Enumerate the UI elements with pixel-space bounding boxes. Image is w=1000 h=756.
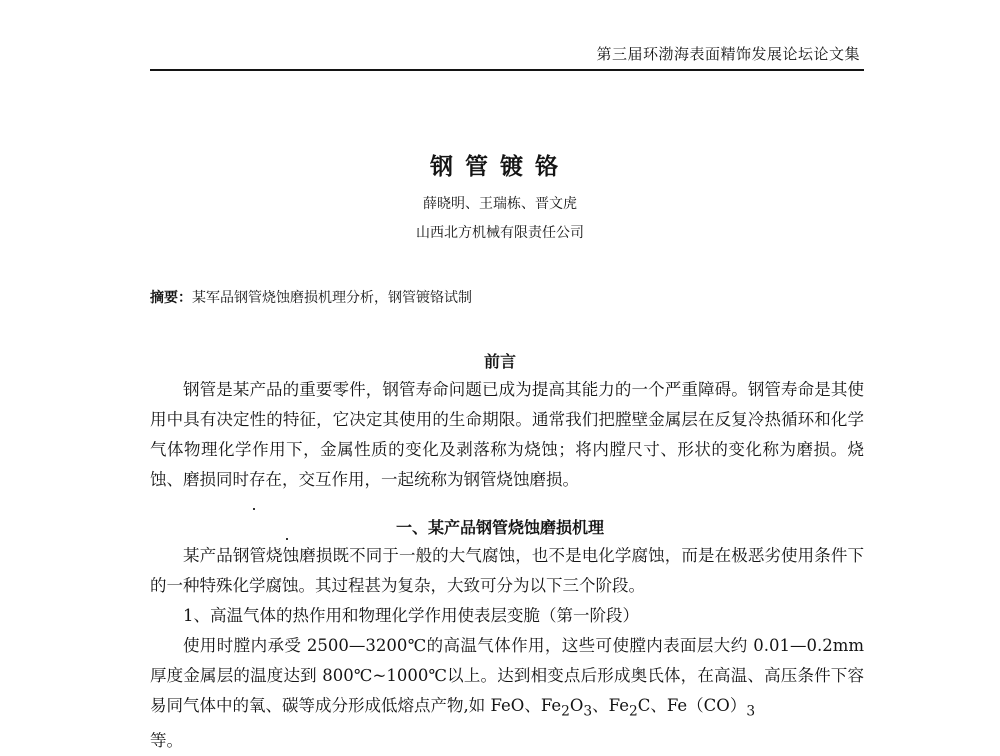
scan-speck — [253, 508, 255, 510]
section1-heading: 一、某产品钢管烧蚀磨损机理 — [395, 518, 604, 537]
preface-paragraph: 钢管是某产品的重要零件，钢管寿命问题已成为提高其能力的一个严重障碍。钢管寿命是其使用中具有决定性的特征，它决定其使用的生命期限。通常我们把膛壁金属层在反复冷热循环和化学气体物理化学作用下，金属性质的变化及剥落称为烧蚀；将内膛尺寸、形状的变化称为磨损。烧蚀、磨损同时存在，交互作用，一起统称为钢管烧蚀磨损。 — [150, 380, 864, 489]
running-header: 第三届环渤海表面精饰发展论坛论文集 — [596, 45, 860, 63]
formula-sep-fe2c: 、Fe — [592, 696, 629, 715]
paper-affiliation: 山西北方机械有限责任公司 — [416, 225, 584, 241]
formula-sub-3b: 3 — [746, 703, 756, 720]
stage1-text: 使用时膛内承受 2500—3200℃的高温气体作用，这些可使膛内表面层大约 0.01—0.2mm 厚度金属层的温度达到 800℃~1000℃以上。达到相变点后形成奥氏体，在高温、高压条件下容易同气体中的氧、碳等成分形成低熔点产物,如 FeO、Fe — [150, 636, 864, 715]
formula-sub-2b: 2 — [628, 703, 638, 720]
section1-paragraph: 某产品钢管烧蚀磨损既不同于一般的大气腐蚀，也不是电化学腐蚀，而是在极恶劣使用条件下的一种特殊化学腐蚀。其过程甚为复杂，大致可分为以下三个阶段。 — [150, 546, 864, 595]
abstract-text: 某军品钢管烧蚀磨损机理分析，钢管镀铬试制 — [192, 290, 472, 306]
formula-o: O — [569, 696, 584, 715]
formula-sep-c: C、Fe（CO） — [637, 696, 747, 715]
header-rule — [150, 69, 864, 71]
preface-heading: 前言 — [483, 352, 516, 371]
scan-speck — [286, 538, 288, 540]
formula-sub-2a: 2 — [561, 703, 570, 720]
formula-sub-3a: 3 — [583, 703, 593, 720]
abstract-label: 摘要： — [150, 290, 192, 306]
stage1-tail: 等。 — [150, 731, 183, 751]
abstract — [150, 287, 472, 307]
paper-authors: 薛晓明、王瑞栋、晋文虎 — [423, 196, 577, 212]
stage1-paragraph — [150, 631, 864, 756]
stage1-heading: 1、高温气体的热作用和物理化学作用使表层变脆（第一阶段） — [183, 606, 639, 625]
paper-title: 钢管镀铬 — [430, 153, 570, 180]
